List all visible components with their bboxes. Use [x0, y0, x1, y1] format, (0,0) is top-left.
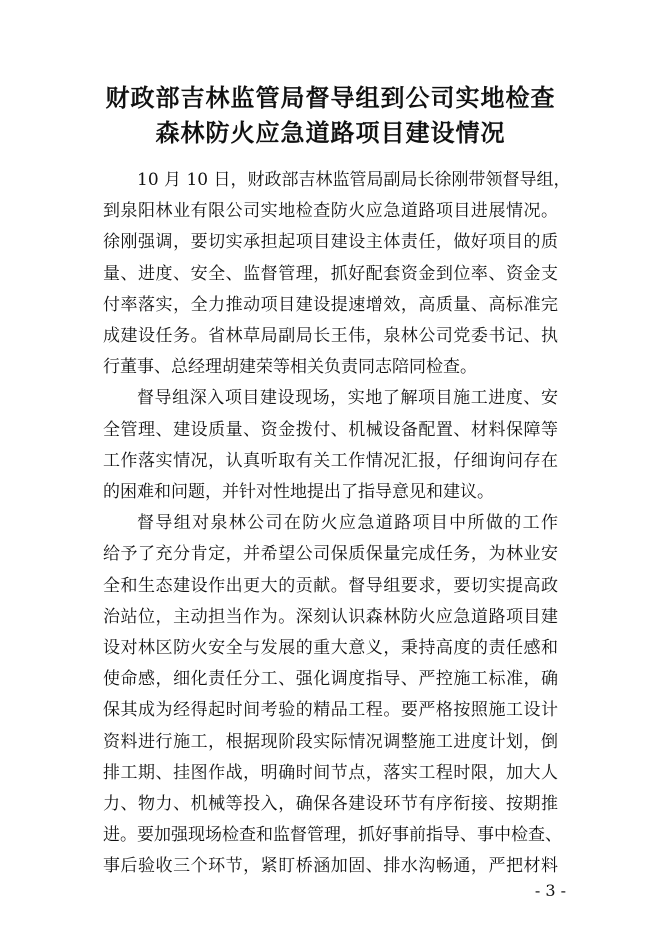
- document-title-line-1: 财政部吉林监管局督导组到公司实地检查: [105, 84, 556, 112]
- body-line: 工作落实情况，认真听取有关工作情况汇报，仔细询问存在: [103, 451, 558, 471]
- body-line: 督导组对泉林公司在防火应急道路项目中所做的工作: [137, 513, 558, 533]
- body-line: 事后验收三个环节，紧盯桥涵加固、排水沟畅通，严把材料: [103, 856, 558, 876]
- body-line: 徐刚强调，要切实承担起项目建设主体责任，做好项目的质: [103, 232, 558, 252]
- body-line: 保其成为经得起时间考验的精品工程。要严格按照施工设计: [103, 700, 558, 720]
- body-line: 治站位，主动担当作为。深刻认识森林防火应急道路项目建: [103, 607, 558, 627]
- page-number: - 3 -: [534, 881, 566, 900]
- body-line: 使命感，细化责任分工、强化调度指导、严控施工标准，确: [103, 669, 558, 689]
- document-title-line-2: 森林防火应急道路项目建设情况: [155, 119, 506, 147]
- body-line: 资料进行施工，根据现阶段实际情况调整施工进度计划，倒: [103, 732, 558, 752]
- body-line: 成建设任务。省林草局副局长王伟，泉林公司党委书记、执: [103, 326, 558, 346]
- body-line: 排工期、挂图作战，明确时间节点，落实工程时限，加大人: [103, 763, 558, 783]
- body-line: 督导组深入项目建设现场，实地了解项目施工进度、安: [137, 388, 558, 408]
- body-line: 力、物力、机械等投入，确保各建设环节有序衔接、按期推: [103, 794, 558, 814]
- body-line: 的困难和问题，并针对性地提出了指导意见和建议。: [103, 482, 494, 502]
- body-line: 付率落实，全力推动项目建设提速增效，高质量、高标准完: [103, 295, 558, 315]
- body-line: 10 月 10 日，财政部吉林监管局副局长徐刚带领督导组，: [137, 170, 571, 190]
- body-line: 进。要加强现场检查和监督管理，抓好事前指导、事中检查、: [103, 825, 562, 845]
- body-line: 行董事、总经理胡建荣等相关负责同志陪同检查。: [103, 357, 477, 377]
- body-line: 给予了充分肯定，并希望公司保质保量完成任务，为林业安: [103, 544, 558, 564]
- body-line: 全管理、建设质量、资金拨付、机械设备配置、材料保障等: [103, 420, 558, 440]
- body-line: 设对林区防火安全与发展的重大意义，秉持高度的责任感和: [103, 638, 558, 658]
- body-line: 量、进度、安全、监督管理，抓好配套资金到位率、资金支: [103, 264, 558, 284]
- body-line: 全和生态建设作出更大的贡献。督导组要求，要切实提高政: [103, 576, 558, 596]
- body-line: 到泉阳林业有限公司实地检查防火应急道路项目进展情况。: [103, 201, 558, 221]
